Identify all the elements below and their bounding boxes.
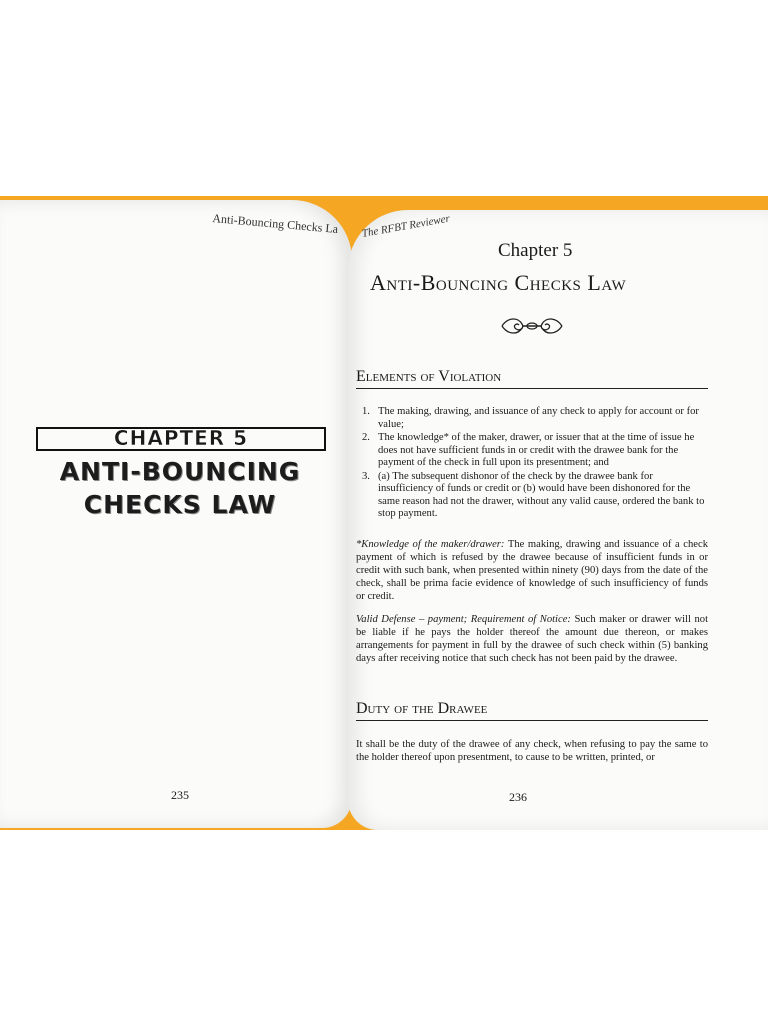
valid-defense-label: Valid Defense – payment; Requirement of Notice: <box>356 614 571 625</box>
page-number-right: 236 <box>509 790 527 804</box>
section-heading-elements: Elements of Violation <box>356 368 708 389</box>
running-head-left: Anti-Bouncing Checks La <box>211 211 339 236</box>
valid-defense-text: Such maker or drawer will not be liable if he pays the holder thereof the amount due thereon, or makes arrangements for payment in full by the drawee of such check within (5) banking days after receiving notice that such check has not been paid by the drawee. <box>356 614 709 664</box>
chapter-label: CHAPTER 5 <box>113 426 249 450</box>
list-item <box>362 406 706 431</box>
list-item-text: The knowledge* of the maker, drawer, or issuer that at the time of issue he does not have sufficient funds in or credit with the drawee bank for the payment of the check in full upon its presentment; and <box>378 432 695 468</box>
page-number-left: 235 <box>171 788 189 802</box>
list-item <box>362 471 706 521</box>
left-page <box>0 200 352 828</box>
scroll-ornament-icon <box>498 315 566 337</box>
list-item-number: 2. <box>362 432 370 443</box>
valid-defense-note <box>356 613 708 665</box>
chapter-heading: Chapter 5 <box>498 240 573 261</box>
list-item-number: 3. <box>362 470 370 482</box>
duty-paragraph: It shall be the duty of the drawee of any check, when refusing to pay the same to the holder thereof upon presentment, to cause to be written, printed, or <box>356 739 708 763</box>
chapter-label-box <box>36 427 326 451</box>
knowledge-note-text: The making, drawing and issuance of a check payment of which is refused by the drawee because of insufficient funds in or credit with such bank, when presented within ninety (90) days from the date of the check, shall be prima facie evidence of knowledge of such insufficiency of funds or credit. <box>356 539 708 602</box>
chapter-title-line2: CHECKS LAW <box>83 490 277 519</box>
list-item-text: The making, drawing, and issuance of any check to apply for account or for value; <box>378 406 699 430</box>
chapter-title: Anti-Bouncing Checks Law <box>370 270 627 295</box>
chapter-title-line1: ANTI-BOUNCING <box>59 457 301 486</box>
list-item-number: 1. <box>362 406 370 417</box>
running-head-right: The RFBT Reviewer <box>360 212 451 240</box>
right-page <box>348 210 768 830</box>
knowledge-note <box>356 538 708 603</box>
list-item <box>362 432 706 470</box>
elements-list <box>362 406 706 522</box>
list-item-text: (a) The subsequent dishonor of the check by the drawee bank for insufficiency of funds or credit or (b) would have been dishonored for the same reason had not the drawer, without any valid cause, ordered the bank to stop payment. <box>378 470 705 519</box>
section-heading-duty: Duty of the Drawee <box>356 700 708 721</box>
knowledge-note-label: *Knowledge of the maker/drawer: <box>356 539 505 550</box>
